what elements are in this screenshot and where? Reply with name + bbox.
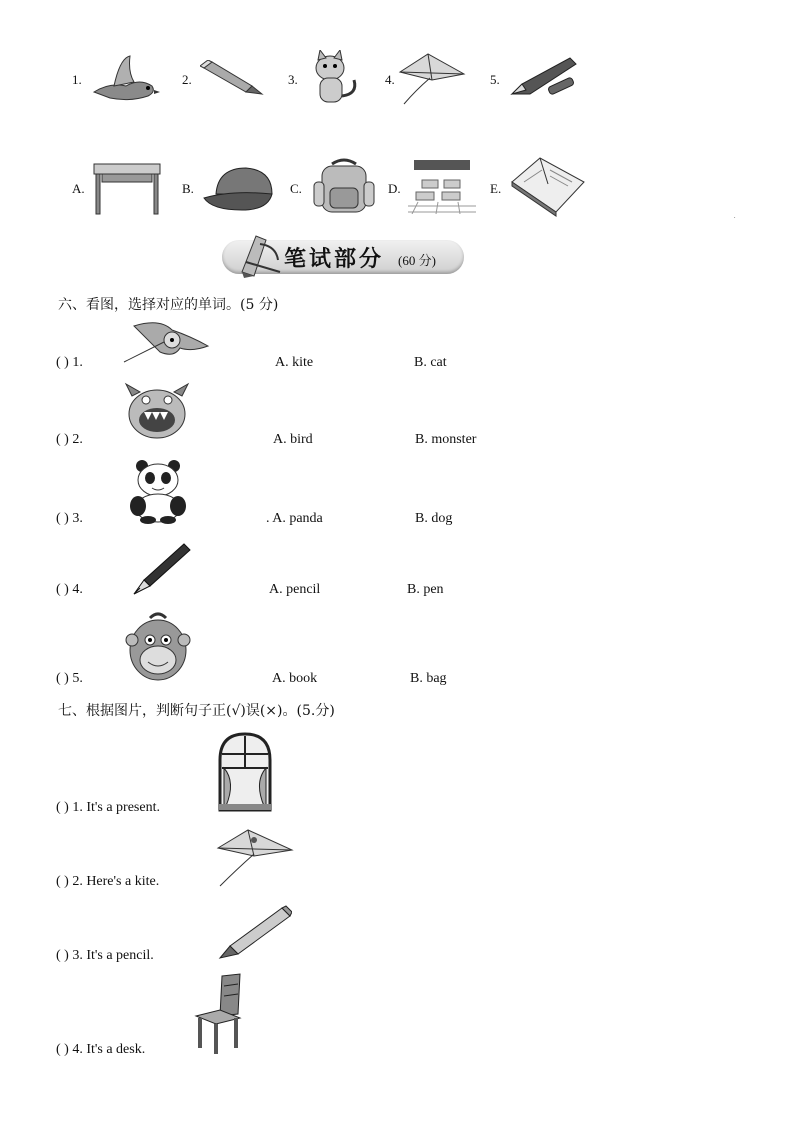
cat-icon bbox=[306, 50, 362, 106]
judge-question: ( ) 2. Here's a kite. bbox=[56, 874, 160, 889]
option-letter: A. bbox=[72, 181, 85, 196]
kite-icon bbox=[396, 50, 468, 106]
bird-icon bbox=[90, 52, 162, 104]
item-number: 4. bbox=[385, 72, 395, 87]
judge-question: ( ) 1. It's a present. bbox=[56, 800, 160, 815]
fountain-pen-icon bbox=[128, 540, 194, 596]
question-number: ( ) 5. bbox=[56, 671, 83, 686]
option-a: A. bird bbox=[273, 432, 313, 447]
panda-icon bbox=[128, 458, 190, 524]
pencil-mascot-icon bbox=[236, 232, 284, 278]
pencil-icon bbox=[216, 904, 292, 960]
question-number: ( ) 1. bbox=[56, 355, 83, 370]
backpack-icon bbox=[310, 156, 378, 216]
option-b: B. bag bbox=[410, 671, 447, 686]
option-b: B. monster bbox=[415, 432, 477, 447]
option-b: B. dog bbox=[415, 511, 453, 526]
bird-kite-icon bbox=[120, 318, 212, 366]
option-a: A. pencil bbox=[269, 582, 321, 597]
question-number: ( ) 3. bbox=[56, 511, 83, 526]
cap-icon bbox=[202, 164, 276, 214]
banner-score: (60 分) bbox=[398, 253, 436, 268]
section7-heading: 七、根据图片，判断句子正(√)误(×)。(5.分) bbox=[58, 703, 335, 719]
option-a: A. book bbox=[272, 671, 318, 686]
chair-icon bbox=[192, 972, 248, 1056]
stray-dot: . bbox=[734, 214, 736, 220]
option-b: B. cat bbox=[414, 355, 447, 370]
option-a: A. kite bbox=[275, 355, 314, 370]
item-number: 5. bbox=[490, 72, 500, 87]
question-number: ( ) 2. bbox=[56, 432, 83, 447]
option-letter: C. bbox=[290, 181, 302, 196]
window-icon bbox=[216, 732, 274, 812]
option-letter: B. bbox=[182, 181, 194, 196]
pencil-icon bbox=[200, 60, 264, 96]
option-letter: D. bbox=[388, 181, 401, 196]
monkey-bag-icon bbox=[124, 610, 192, 682]
section6-heading: 六、看图，选择对应的单词。(5 分) bbox=[58, 297, 279, 313]
classroom-icon bbox=[408, 158, 476, 214]
item-number: 2. bbox=[182, 72, 192, 87]
question-number: ( ) 4. bbox=[56, 582, 83, 597]
item-number: 1. bbox=[72, 72, 82, 87]
option-b: B. pen bbox=[407, 582, 444, 597]
banner-title: 笔试部分 bbox=[284, 247, 385, 272]
judge-question: ( ) 3. It's a pencil. bbox=[56, 948, 154, 963]
item-number: 3. bbox=[288, 72, 298, 87]
judge-question: ( ) 4. It's a desk. bbox=[56, 1042, 146, 1057]
monster-icon bbox=[124, 382, 190, 442]
pen-icon bbox=[508, 54, 578, 102]
book-icon bbox=[510, 154, 586, 218]
kite-icon bbox=[214, 826, 294, 888]
desk-icon bbox=[92, 160, 162, 216]
option-a: . A. panda bbox=[266, 511, 323, 526]
option-letter: E. bbox=[490, 181, 502, 196]
